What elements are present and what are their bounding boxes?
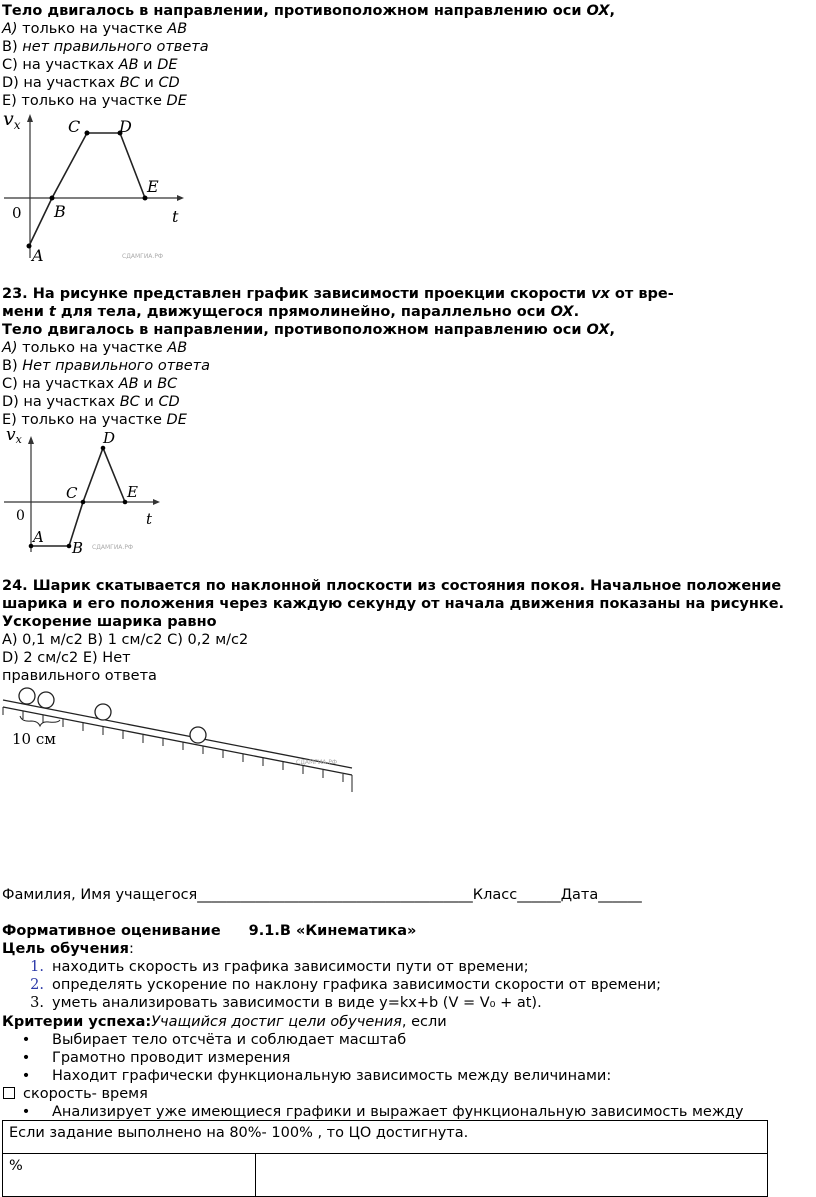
table-cell-empty[interactable] (256, 1154, 768, 1197)
q22-watermark: СДАМГИА.РФ (122, 253, 164, 260)
criteria-item-4: • Анализирует уже имеющиеся графики и выражает функциональную зависимость между (0, 1103, 744, 1121)
q23-question-line2: мени t для тела, движущегося прямолинейно, параллельно оси OX. (2, 304, 580, 320)
table-cell-threshold: Если задание выполнено на 80%- 100% , то ЦО достигнута. (3, 1121, 768, 1154)
q22-point-c (85, 131, 90, 136)
formative-title: Формативное оценивание 9.1.В «Кинематика» (2, 923, 417, 939)
q23-watermark: СДАМГИА.РФ (92, 544, 134, 551)
goal-heading: Цель обучения: (2, 941, 134, 957)
q23-label-c: C (66, 484, 78, 502)
q22-zero-label: 0 (12, 204, 22, 222)
q22-point-a (27, 244, 32, 249)
q23-option-c: C) на участках AB и BC (2, 376, 178, 392)
q23-t-label: t (146, 510, 153, 528)
assessment-table (2, 1120, 768, 1197)
ball-position-2 (95, 704, 111, 720)
q24-inclined-plane-figure (0, 680, 360, 795)
student-info-line (2, 886, 642, 904)
q24-options-line2: D) 2 см/с2 E) Нет (2, 650, 131, 666)
q22-point-e (143, 196, 148, 201)
q23-velocity-graph (0, 428, 180, 558)
q24-question-line1: 24. Шарик скатывается по наклонной плоскости из состояния покоя. Начальное положение (2, 578, 782, 594)
q23-option-d: D) на участках BC и CD (2, 394, 180, 410)
q23-t-arrow (153, 499, 160, 505)
q23-label-e: E (127, 483, 138, 501)
table-cell-percent[interactable]: % (3, 1154, 256, 1197)
q24-options-line3: правильного ответа (2, 668, 157, 684)
q22-option-b: B) нет правильного ответа (2, 39, 209, 55)
bullet-icon: • (21, 1104, 31, 1120)
q24-watermark: СДАМГИА.РФ (296, 759, 338, 766)
class-label: Класс (472, 887, 518, 903)
q22-option-a: A) только на участке AB (2, 21, 188, 37)
criteria-item-1: • Выбирает тело отсчёта и соблюдает масштаб (0, 1031, 406, 1049)
ball-position-1 (38, 692, 54, 708)
q22-option-d: D) на участках BC и CD (2, 75, 180, 91)
q23-question-line1: 23. На рисунке представлен график зависимости проекции скорости vx от вре- (2, 286, 674, 302)
q23-option-e: E) только на участке DE (2, 412, 187, 428)
criteria-item-2: • Грамотно проводит измерения (0, 1049, 290, 1067)
bullet-icon: • (21, 1032, 31, 1048)
class-field[interactable]: ______ (517, 887, 561, 903)
q22-point-b (50, 196, 55, 201)
q23-zero-label: 0 (16, 508, 25, 524)
criteria-item-3: • Находит графически функциональную зависимость между величинами: (0, 1067, 611, 1085)
q22-question: Тело двигалось в направлении, противоположном направлению оси OX, (2, 3, 616, 19)
q22-velocity-graph (0, 108, 200, 268)
q22-label-e: E (147, 177, 159, 196)
date-field[interactable]: ______ (598, 887, 642, 903)
q22-v-arrow (27, 114, 33, 122)
q23-option-a: A) только на участке AB (2, 340, 188, 356)
ball-position-3 (190, 727, 206, 743)
name-field[interactable]: ______________________________________ (197, 887, 473, 903)
plane-ticks (3, 707, 352, 792)
q23-option-b: B) Нет правильного ответа (2, 358, 211, 374)
q23-v-arrow (28, 436, 34, 444)
scale-label: 10 см (12, 730, 56, 748)
table-row (3, 1121, 768, 1154)
checkbox-item: скорость- время (2, 1085, 148, 1103)
q22-t-arrow (177, 195, 184, 201)
q23-label-a: A (33, 528, 44, 546)
q23-point-b (67, 544, 72, 549)
checkbox-icon[interactable] (3, 1087, 15, 1099)
bullet-icon: • (21, 1050, 31, 1066)
q24-question-line2: шарика и его положения через каждую секунду от начала движения показаны на рисунке. (2, 596, 785, 612)
q22-graph-line (29, 133, 145, 246)
goal-item-3: 3. уметь анализировать зависимости в виде y=kx+b (V = V₀ + at). (30, 995, 542, 1011)
q22-option-c: C) на участках AB и DE (2, 57, 178, 73)
q24-question-line3: Ускорение шарика равно (2, 614, 217, 630)
bullet-icon: • (21, 1068, 31, 1084)
criteria-heading: Критерии успеха:Учащийся достиг цели обучения, если (2, 1014, 447, 1030)
q22-t-label: t (172, 207, 179, 226)
date-label: Дата (560, 887, 599, 903)
q22-vx-label: $v_x$ (3, 108, 21, 132)
ball-position-0 (19, 688, 35, 704)
q22-label-b: B (54, 202, 66, 221)
q23-label-b: B (72, 539, 84, 557)
q23-label-d: D (103, 429, 116, 447)
q23-graph-line (31, 448, 125, 546)
q23-question-line3: Тело двигалось в направлении, противоположном направлению оси OX, (2, 322, 616, 338)
goal-item-1: 1. находить скорость из графика зависимости пути от времени; (30, 959, 529, 975)
q23-point-c (81, 500, 86, 505)
goal-item-2: 2. определять ускорение по наклону графика зависимости скорости от времени; (30, 977, 662, 993)
q22-option-e: E) только на участке DE (2, 93, 187, 109)
q23-vx-label: vx (6, 428, 22, 446)
name-label: Фамилия, Имя учащегося (2, 887, 198, 903)
q22-label-a: A (32, 246, 44, 265)
q22-label-c: C (68, 117, 81, 136)
q24-options-line1: A) 0,1 м/с2 B) 1 см/с2 C) 0,2 м/с2 (2, 632, 249, 648)
table-row (3, 1154, 768, 1197)
q22-label-d: D (119, 117, 132, 136)
